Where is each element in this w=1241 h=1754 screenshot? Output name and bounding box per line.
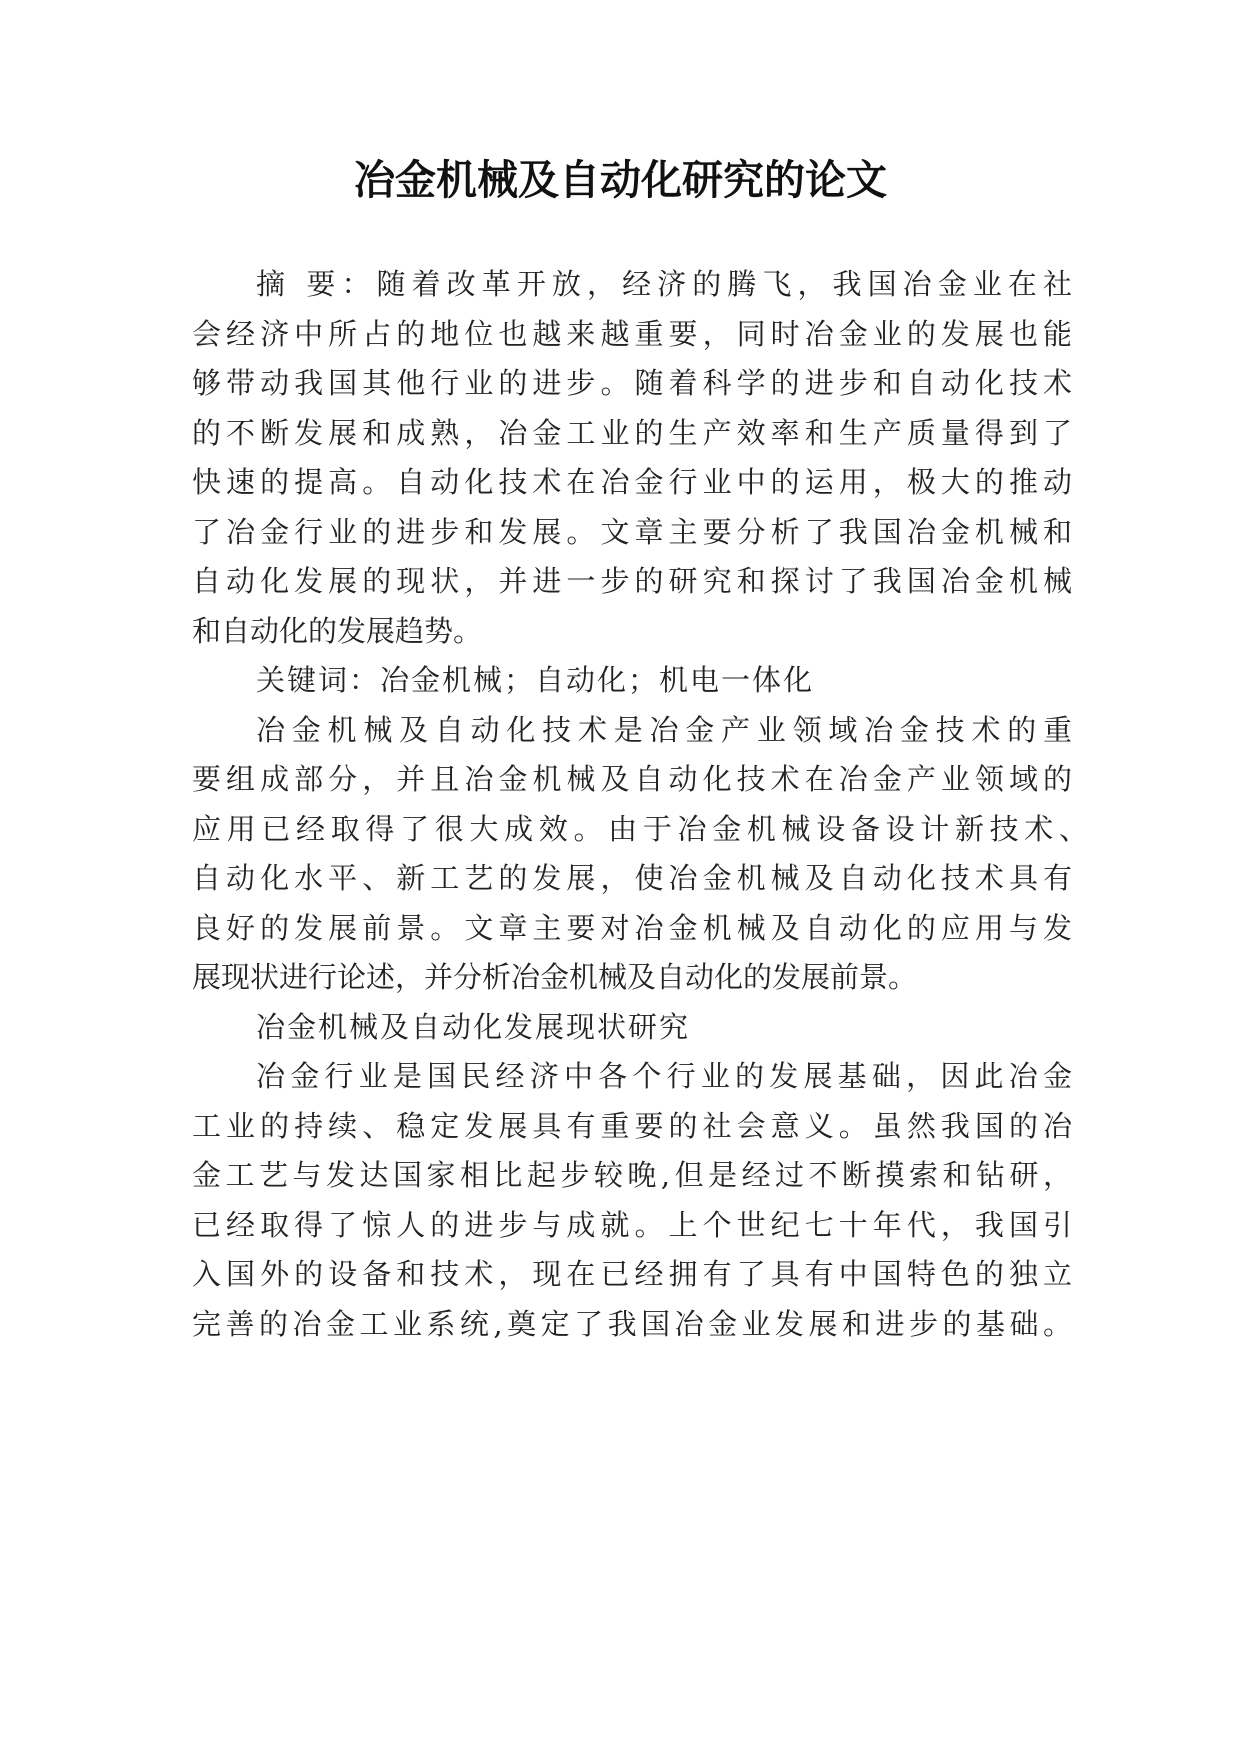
- paragraph-1-line-4: 自动化水平、新工艺的发展，使冶金机械及自动化技术具有: [192, 861, 1072, 895]
- keywords-line: 关键词：冶金机械；自动化；机电一体化: [256, 663, 815, 697]
- paragraph-1-line-3: 应用已经取得了很大成效。由于冶金机械设备设计新技术、: [192, 812, 1088, 846]
- paragraph-2-line-2: 工业的持续、稳定发展具有重要的社会意义。虽然我国的冶: [192, 1109, 1072, 1143]
- paragraph-2-line-6: 完善的冶金工业系统,奠定了我国冶金业发展和进步的基础。: [192, 1307, 1072, 1341]
- section-heading: 冶金机械及自动化发展现状研究: [256, 1010, 691, 1044]
- abstract-line-2: 会经济中所占的地位也越来越重要，同时冶金业的发展也能: [192, 317, 1072, 351]
- paragraph-1-line-5: 良好的发展前景。文章主要对冶金机械及自动化的应用与发: [192, 911, 1072, 945]
- paragraph-2-line-5: 入国外的设备和技术，现在已经拥有了具有中国特色的独立: [192, 1257, 1072, 1291]
- paragraph-2-line-4: 已经取得了惊人的进步与成就。上个世纪七十年代，我国引: [192, 1208, 1072, 1242]
- document-title: 冶金机械及自动化研究的论文: [354, 156, 887, 204]
- paragraph-2-line-1: 冶金行业是国民经济中各个行业的发展基础，因此冶金: [256, 1059, 1072, 1093]
- abstract-line-1: 摘 要：随着改革开放，经济的腾飞，我国冶金业在社: [256, 267, 1072, 301]
- abstract-line-7: 自动化发展的现状，并进一步的研究和探讨了我国冶金机械: [192, 564, 1072, 598]
- paragraph-2-line-3: 金工艺与发达国家相比起步较晚,但是经过不断摸索和钻研，: [192, 1158, 1072, 1192]
- paragraph-1-line-6: 展现状进行论述，并分析冶金机械及自动化的发展前景。: [192, 960, 918, 994]
- abstract-line-3: 够带动我国其他行业的进步。随着科学的进步和自动化技术: [192, 366, 1072, 400]
- paragraph-1-line-2: 要组成部分，并且冶金机械及自动化技术在冶金产业领域的: [192, 762, 1072, 796]
- paragraph-1-line-1: 冶金机械及自动化技术是冶金产业领域冶金技术的重: [256, 713, 1072, 747]
- abstract-line-6: 了冶金行业的进步和发展。文章主要分析了我国冶金机械和: [192, 515, 1072, 549]
- abstract-line-5: 快速的提高。自动化技术在冶金行业中的运用，极大的推动: [192, 465, 1072, 499]
- abstract-line-8: 和自动化的发展趋势。: [192, 614, 483, 648]
- abstract-line-4: 的不断发展和成熟，冶金工业的生产效率和生产质量得到了: [192, 416, 1072, 450]
